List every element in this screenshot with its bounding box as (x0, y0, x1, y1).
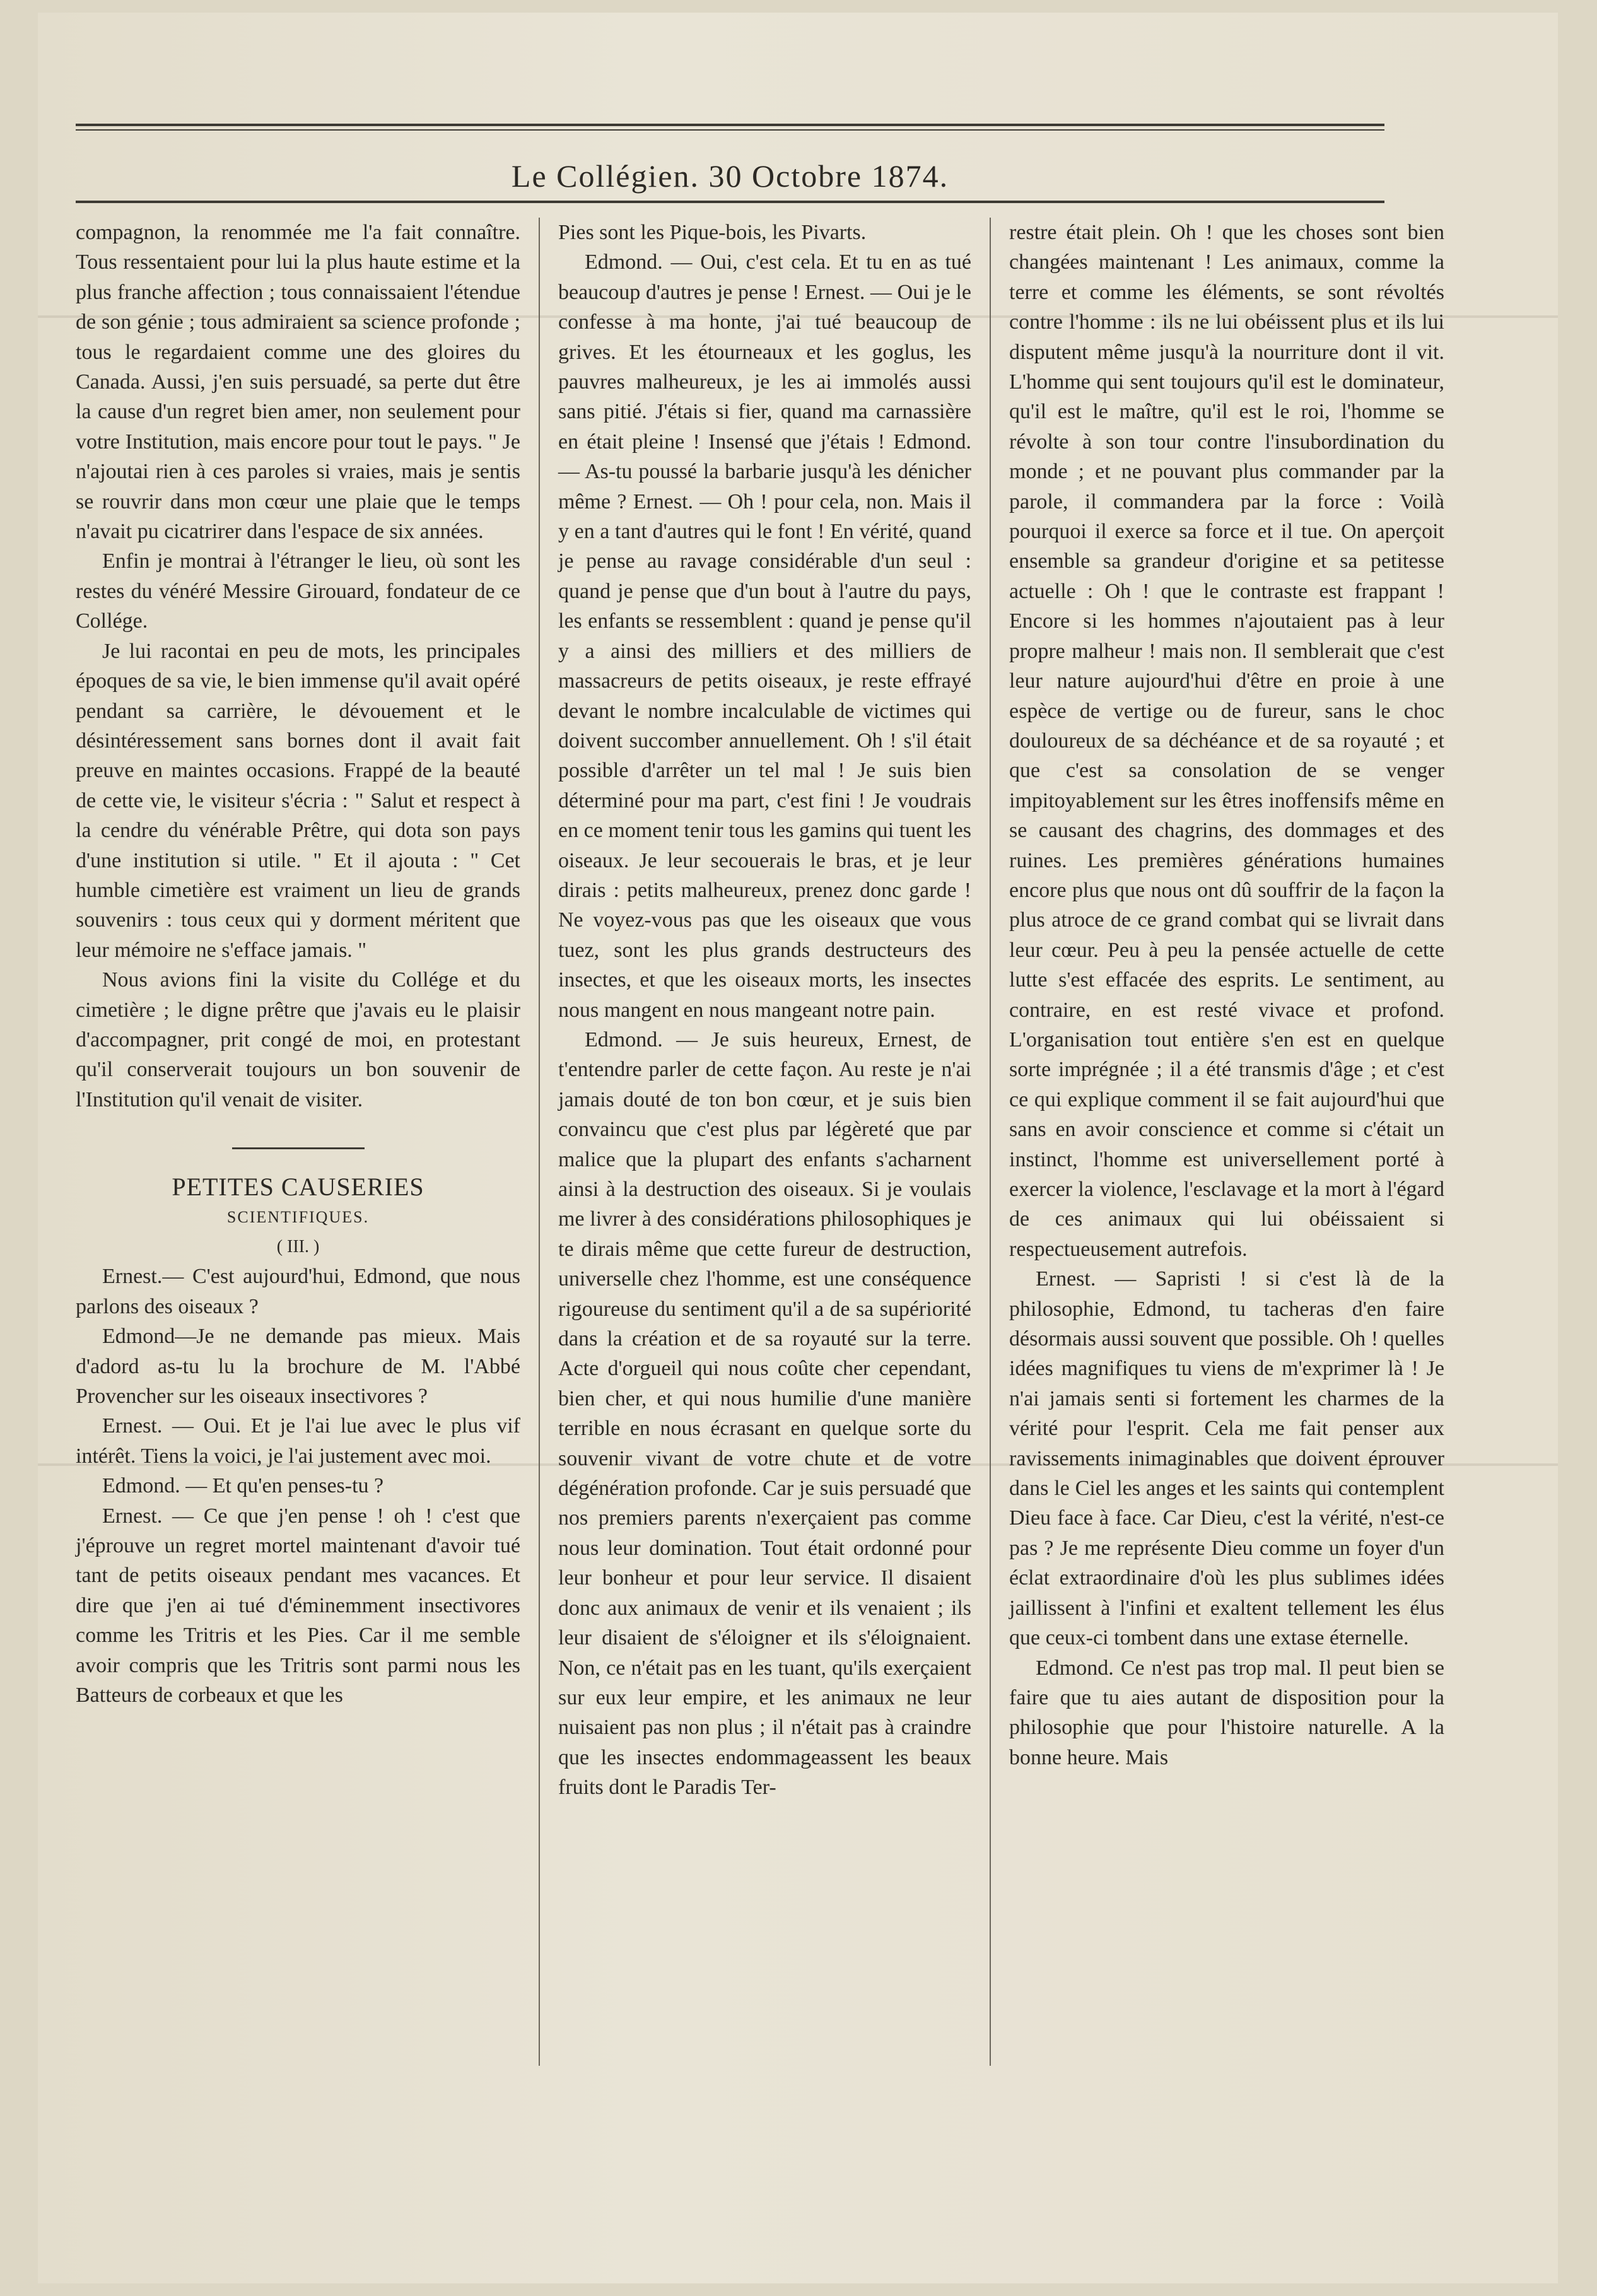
paragraph: Enfin je montrai à l'étranger le lieu, où sont les restes du vénéré Messire Girouard, fondateur de ce Collége. (76, 549, 520, 633)
paragraph: Ernest. — Sapristi ! si c'est là de la philosophie, Edmond, tu tacheras d'en faire désormais aussi souvent que possible. Oh ! quelles idées magnifiques tu viens de m'exprimer là ! Je n'ai jamais senti si fortement les charmes de la vérité pour l'esprit. Cela me fait penser aux ravissements inimaginables que doivent éprouver dans le Ciel les anges et les saints qui contemplent Dieu face à face. Car Dieu, c'est la vérité, n'est-ce pas ? Je me représente Dieu comme un foyer d'un éclat extraordinaire d'où les plus sublimes idées jaillissent à l'infini et exaltent tellement les élus que ceux-ci tombent dans une extase éternelle. (1009, 1267, 1444, 1650)
paragraph: Ernest.— C'est aujourd'hui, Edmond, que nous parlons des oiseaux ? (76, 1265, 520, 1318)
paragraph: Edmond. Ce n'est pas trop mal. Il peut bien se faire que tu aies autant de disposition pour la philosophie que pour l'histoire naturelle. A la bonne heure. Mais (1009, 1656, 1444, 1769)
paragraph: Pies sont les Pique-bois, les Pivarts. (558, 221, 867, 244)
paragraph: Edmond. — Oui, c'est cela. Et tu en as tué beaucoup d'autres je pense ! Ernest. — Oui je le confesse à ma honte, j'ai tué beaucoup de grives. Et les étourneaux et les goglus, les pauvres malheureux, je les ai immolés aussi sans pitié. J'étais si fier, quand ma carnassière en était pleine ! Insensé que j'étais ! Edmond. — As-tu poussé la barbarie jusqu'à les dénicher même ? Ernest. — Oh ! pour cela, non. Mais il y en a tant d'autres qui le font ! En vérité, quand je pense au ravage considérable d'un seul : quand je pense que d'un bout à l'autre du pays, les enfants se ressemblent : quand je pense qu'il y a ainsi des milliers et des milliers de massacreurs de petits oiseaux, je reste effrayé devant le nombre incalculable de victimes qui doivent succomber annuellement. Oh ! s'il était possible d'arrêter un tel mal ! Je suis bien déterminé pour ma part, c'est fini ! Je voudrais en ce moment tenir tous les gamins qui tuent les oiseaux. Je leur secouerais le bras, et je leur dirais : petits malheureux, prenez donc garde ! Ne voyez-vous pas que les oiseaux que vous tuez, sont les plus grands destructeurs des insectes, et que les oiseaux morts, les insectes nous mangent en nous mangeant notre pain. (558, 250, 971, 1022)
paragraph: Edmond. — Et qu'en penses-tu ? (102, 1474, 384, 1498)
paragraph: Ernest. — Ce que j'en pense ! oh ! c'est que j'éprouve un regret mortel maintenant d'avoir tué tant de petits oiseaux pendant mes vacances. Et dire que j'en ai tué d'éminemment insectivores comme les Tritris et les Pies. Car il me semble avoir compris que les Tritris sont parmi nous les Batteurs de corbeaux et que les (76, 1504, 520, 1707)
section-subtitle: SCIENTIFIQUES. (226, 1207, 370, 1226)
section-title: PETITES CAUSERIES (172, 1173, 424, 1202)
section-separator (232, 1147, 365, 1149)
column-divider (539, 218, 540, 2066)
column-2 (558, 218, 971, 1803)
paragraph: Edmond—Je ne demande pas mieux. Mais d'adord as-tu lu la brochure de M. l'Abbé Provencher sur les oiseaux insectivores ? (76, 1325, 520, 1409)
column-1 (76, 218, 520, 1711)
column-divider (990, 218, 991, 2066)
paragraph: Nous avions fini la visite du Collége et du cimetière ; le digne prêtre que j'avais eu le plaisir d'accompagner, prit congé de moi, en protestant qu'il conserverait toujours un bon souvenir de l'Institution qu'il venait de visiter. (76, 968, 520, 1111)
column-3 (1009, 218, 1444, 1772)
paragraph: compagnon, la renommée me l'a fait connaître. Tous ressentaient pour lui la plus haute estime et la plus franche affection ; tous connaissaient l'étendue de son génie ; tous admiraient sa science profonde ; tous le regardaient comme une des gloires du Canada. Aussi, j'en suis persuadé, sa perte dut être la cause d'un regret bien amer, non seulement pour votre Institution, mais encore pour tout le pays. " Je n'ajoutai rien à ces paroles si vraies, mais je sentis se rouvrir dans mon cœur une plaie que le temps n'avait pu cicatrirer dans l'espace de six années. (76, 221, 520, 544)
header-rule-bottom (76, 201, 1384, 203)
header-rule-top-thin (76, 129, 1384, 131)
paragraph: restre était plein. Oh ! que les choses sont bien changées maintenant ! Les animaux, comme la terre et comme les éléments, se sont révoltés contre l'homme : ils ne lui obéissent plus et ils lui disputent même jusqu'à la nourriture dont il vit. L'homme qui sent toujours qu'il est le dominateur, qu'il est le maître, qu'il est le roi, l'homme se révolte à son tour contre l'insubordination du monde ; et ne pouvant plus commander par la parole, il commandera par la force : Voilà pourquoi il exerce sa force et il tue. On aperçoit ensemble sa grandeur d'origine et sa petitesse actuelle : Oh ! que le contraste est frappant ! Encore si les hommes n'ajoutaient pas à leur propre malheur ! mais non. Il semblerait que c'est leur nature aujourd'hui d'être en proie à une espèce de vertige ou de fureur, sans le choc douloureux de sa déchéance et de sa royauté ; et que c'est sa consolation de se venger impitoyablement sur les êtres inoffensifs même en se causant des chagrins, des dommages et des ruines. Les premières générations humaines encore plus que nous ont dû souffrir de la façon la plus atroce de ce grand combat qui se livrait dans leur cœur. Peu à peu la pensée actuelle de cette lutte s'est effacée des esprits. Le sentiment, au contraire, en est resté vivace et profond. L'organisation tout entière s'en est en quelque sorte imprégnée ; il a été transmis d'âge ; et c'est ce qui explique comment il se fait aujourd'hui que sans en avoir conscience et comme si c'était un instinct, l'homme est universellement porté à exercer la violence, l'esclavage et la mort à l'égard de ces animaux qui lui obéissaient si respectueusement autrefois. (1009, 221, 1444, 1261)
paragraph: Edmond. — Je suis heureux, Ernest, de t'entendre parler de cette façon. Au reste je n'ai jamais douté de ton bon cœur, et je suis bien convaincu que c'est plus par légèreté que par malice que la plupart des enfants s'acharnent ainsi à la destruction des oiseaux. Si je voulais me livrer à des considérations philosophiques je te dirais même que cette fureur de destruction, universelle chez l'homme, est une conséquence rigoureuse du sentiment qu'il a de sa supériorité dans la création et de sa royauté sur la terre. Acte d'orgueil qui nous coûte cher cependant, bien cher, et qui nous humilie d'une manière terrible en nous écrasant en quelque sorte du souvenir vivant de votre chute et de votre dégénération profonde. Car je suis persuadé que nos premiers parents n'exerçaient pas comme nous leur domination. Tout était ordonné pour leur bonheur et pour leur service. Il disaient donc aux animaux de venir et ils venaient ; ils leur disaient de s'éloigner et ils s'éloignaient. Non, ce n'était pas en les tuant, qu'ils exerçaient sur eux leur empire, et les animaux ne leur nuisaient pas non plus ; il n'était pas à craindre que les insectes endommageassent les beaux fruits dont le Paradis Ter- (558, 1028, 971, 1800)
header-rule-top (76, 124, 1384, 126)
paragraph: Je lui racontai en peu de mots, les principales époques de sa vie, le bien immense qu'il avait opéré pendant sa carrière, le dévouement et le désintéressement sans bornes dont il avait fait preuve en maintes occasions. Frappé de la beauté de cette vie, le visiteur s'écria : " Salut et respect à la cendre du vénérable Prêtre, qui dota son pays d'une institution si utile. " Et il ajouta : " Cet humble cimetière est vraiment un lieu de grands souvenirs : tous ceux qui y dorment méritent que leur mémoire ne s'efface jamais. " (76, 639, 520, 962)
section-number: ( III. ) (276, 1237, 320, 1256)
masthead: Le Collégien. 30 Octobre 1874. (511, 158, 949, 194)
paragraph: Ernest. — Oui. Et je l'ai lue avec le plus vif intérêt. Tiens la voici, je l'ai justement avec moi. (76, 1414, 520, 1468)
